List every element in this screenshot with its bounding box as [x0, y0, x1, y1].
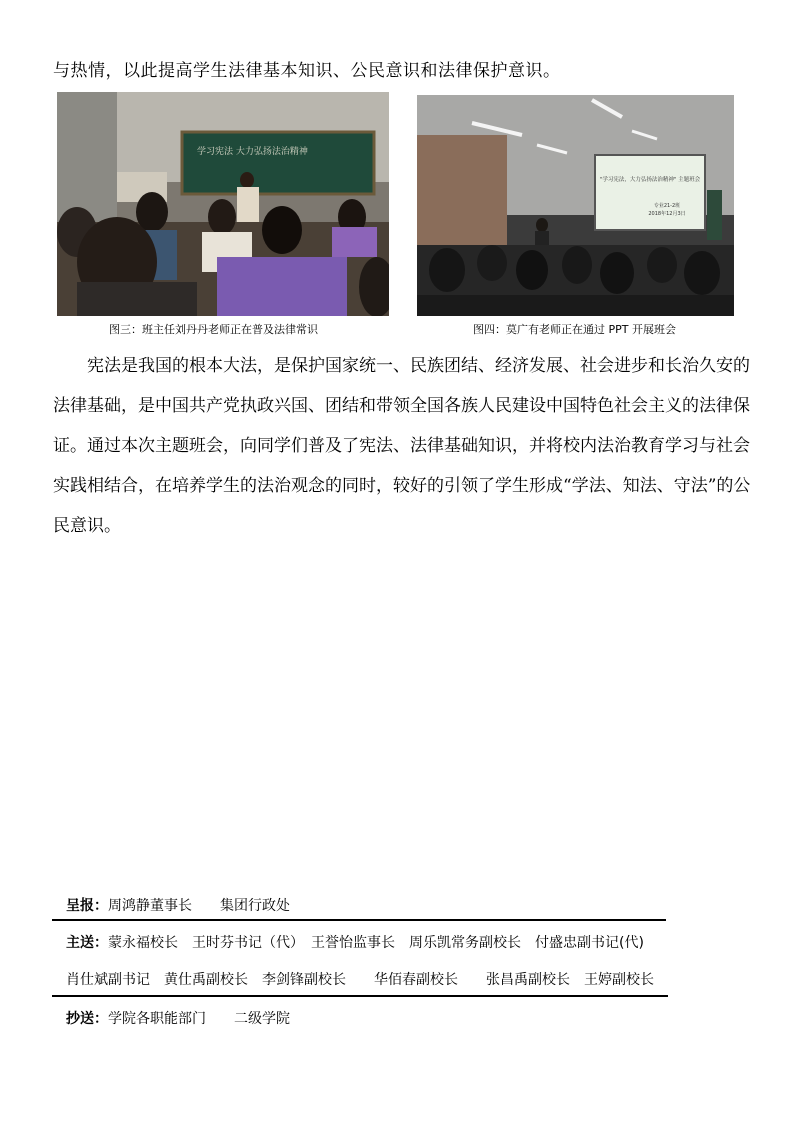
lead-text: 与热情，以此提高学生法律基本知识、公民意识和法律保护意识。 — [53, 61, 561, 81]
cc-line — [66, 1008, 290, 1028]
divider-2 — [52, 995, 668, 997]
divider-1 — [52, 919, 666, 921]
blackboard-text: 学习宪法 大力弘扬法治精神 — [197, 147, 308, 157]
paragraph-text: 宪法是我国的根本大法，是保护国家统一、民族团结、经济发展、社会进步和长治久安的法律基础，是中国共产党执政兴国、团结和带领全国各族人民建设中国特色社会主义的法律保证。通过本次主题班会，向同学们普及了宪法、法律基础知识，并将校内法治教育学习与社会实践相结合，在培养学生的法治观念的同时，较好的引领了学生形成“学法、知法、守法”的公民意识。 — [53, 356, 751, 536]
photo-teacher-blackboard — [57, 92, 389, 316]
report-recipients: 周鸿静董事长 集团行政处 — [108, 898, 290, 914]
send-recipients-2: 肖仕斌副书记 黄仕禹副校长 李剑锋副校长 华佰春副校长 张昌禹副校长 王婷副校长 — [66, 972, 654, 988]
body-paragraph — [53, 346, 753, 546]
report-line — [66, 895, 290, 915]
send-label: 主送： — [66, 935, 108, 951]
photo-projector-classroom — [417, 95, 734, 316]
figure-caption-3: 图三：班主任刘丹丹老师正在普及法律常识 — [109, 323, 318, 336]
cc-recipients: 学院各职能部门 二级学院 — [108, 1011, 290, 1027]
projector-subtitle-2: 2018年12月3日 — [648, 211, 686, 217]
figure-caption-4: 图四：莫广有老师正在通过 PPT 开展班会 — [473, 323, 676, 336]
send-line-2 — [66, 969, 654, 989]
cc-label: 抄送： — [66, 1011, 108, 1027]
projector-subtitle-1: 专业21-2班 — [653, 203, 681, 209]
report-label: 呈报： — [66, 898, 108, 914]
send-recipients-1: 蒙永福校长 王时芬书记（代） 王誉怡监事长 周乐凯常务副校长 付盛忠副书记(代) — [108, 935, 644, 951]
send-line-1 — [66, 932, 644, 952]
projector-title: "学习宪法，大力弘扬法治精神" 主题班会 — [599, 177, 701, 183]
